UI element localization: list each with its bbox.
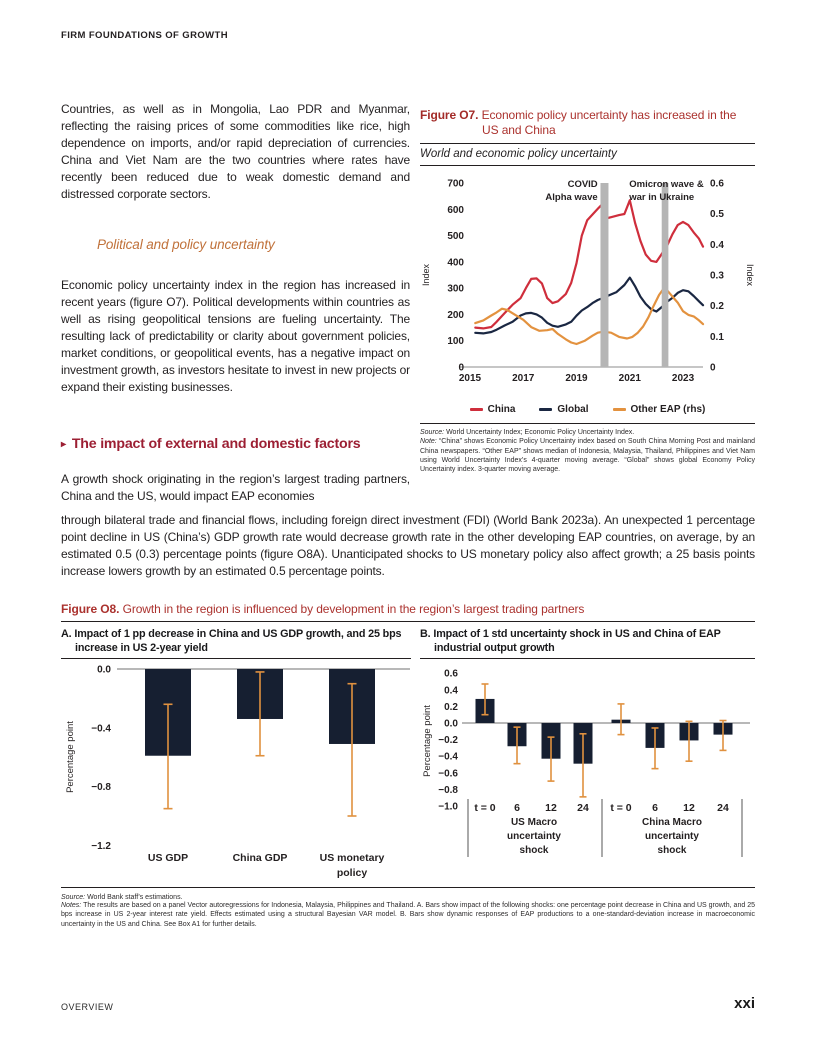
source-text: World Bank staff’s estimations. [87, 894, 183, 901]
svg-text:US Macro: US Macro [510, 817, 558, 828]
figure-o7-title-text: Economic policy uncertainty has increased in the US and China [481, 108, 737, 137]
source-text: World Uncertainty Index; Economic Policy Uncertainty Index. [446, 429, 635, 436]
figure-o8-panel-a-caption: A. Impact of 1 pp decrease in China and US GDP growth, and 25 bps increase in US 2-year yield [61, 628, 402, 654]
svg-text:6: 6 [652, 802, 658, 814]
legend-label: Global [557, 404, 589, 415]
figure-o8-panel-b-caption: B. Impact of 1 std uncertainty shock in US and China of EAP industrial output growth [420, 628, 721, 654]
svg-text:0.5: 0.5 [710, 209, 724, 221]
svg-text:Index: Index [421, 263, 431, 287]
svg-text:uncertainty: uncertainty [645, 831, 699, 842]
svg-text:24: 24 [577, 802, 589, 814]
section-heading [61, 436, 410, 452]
svg-text:300: 300 [447, 283, 464, 295]
svg-text:t = 0: t = 0 [610, 802, 632, 814]
figure-o8-title [61, 602, 755, 616]
legend-line-marker [470, 408, 483, 411]
divider [61, 621, 755, 622]
bar-chart-svg [420, 661, 756, 887]
svg-text:700: 700 [447, 178, 464, 190]
series-other-eap-rhs- [475, 289, 703, 344]
svg-text:China Macro: China Macro [641, 817, 703, 828]
figure-o8-notes [61, 901, 755, 929]
figure-o8-panel-b-chart [420, 661, 756, 892]
svg-text:200: 200 [447, 309, 464, 321]
figure-o7-title [420, 108, 755, 138]
svg-text:0.3: 0.3 [710, 270, 724, 282]
divider [61, 887, 755, 888]
legend-line-marker [539, 408, 552, 411]
divider [420, 165, 755, 166]
bar-chart-svg [61, 661, 411, 887]
svg-text:2017: 2017 [512, 373, 535, 384]
body-paragraph-1: Countries, as well as in Mongolia, Lao PDR and Myanmar, reflecting the raising prices of some commodities like rice, high dependence on imports, and/or rapid depreciation of currencies. China and Viet Nam are the two countries where rates have recently been reduced due to weak domestic demand and distressed corporate sectors. [61, 102, 410, 201]
svg-text:100: 100 [447, 336, 464, 348]
event-band [662, 183, 669, 367]
legend-item-china [470, 404, 516, 415]
figure-o7-source [420, 428, 755, 437]
figure-o7-label: Figure O7. [420, 108, 479, 122]
svg-text:0.6: 0.6 [444, 668, 458, 680]
svg-text:0.2: 0.2 [710, 301, 724, 313]
figure-o8-label: Figure O8. [61, 602, 120, 616]
svg-text:0.0: 0.0 [444, 718, 458, 730]
divider [420, 658, 755, 659]
svg-text:war in Ukraine: war in Ukraine [629, 192, 695, 203]
svg-text:−0.4: −0.4 [91, 723, 111, 735]
svg-text:600: 600 [447, 204, 464, 216]
figure-o7 [420, 108, 755, 474]
svg-text:2021: 2021 [618, 373, 641, 384]
body-paragraph-2: Economic policy uncertainty index in the region has increased in recent years (figure O7). Political developments within countries as well as rising geopolitical tensions are fueling uncertainty. The resulting lack of predictability or clarity about government policies, market conditions, or geopolitical events, has a negative impact on investment growth, as investors hesitate to invest in new projects or expand their existing businesses. [61, 278, 410, 394]
svg-text:US GDP: US GDP [147, 852, 189, 864]
svg-text:China GDP: China GDP [232, 852, 288, 864]
footer-section-label: OVERVIEW [61, 1002, 114, 1012]
svg-text:−0.6: −0.6 [438, 768, 458, 780]
divider [420, 423, 755, 424]
svg-text:Alpha wave: Alpha wave [545, 192, 598, 203]
svg-text:2015: 2015 [458, 373, 482, 384]
svg-text:0.0: 0.0 [97, 664, 111, 676]
divider [420, 143, 755, 144]
svg-text:−0.8: −0.8 [91, 782, 111, 794]
svg-text:shock: shock [657, 845, 687, 856]
divider [61, 658, 411, 659]
svg-text:0.4: 0.4 [444, 685, 458, 697]
legend-label: China [487, 404, 516, 415]
svg-text:shock: shock [519, 845, 549, 856]
subsection-heading: Political and policy uncertainty [97, 237, 275, 252]
svg-text:400: 400 [447, 257, 464, 269]
svg-text:policy: policy [336, 867, 368, 879]
svg-text:−0.8: −0.8 [438, 784, 458, 796]
svg-text:12: 12 [683, 802, 695, 814]
svg-text:2019: 2019 [565, 373, 588, 384]
svg-text:0: 0 [458, 362, 464, 374]
svg-text:COVID: COVID [567, 179, 598, 190]
source-label: Source: [61, 894, 86, 901]
svg-text:Omicron wave &: Omicron wave & [629, 179, 704, 190]
notes-text: The results are based on a panel Vector autoregressions for Indonesia, Malaysia, Philippines and Thailand. A. Bars show impact of the following shocks: one percentage point decrease in China and US growth, and 25 bps increase in US 2-year interest rate yield. Effects estimated using a structural Bayesian VAR model. B. Bars show dynamic responses of EAP productions to a one-standard-deviation increase in macroeconomic uncertainty in the US and China. See Box A1 for further details. [61, 902, 755, 928]
svg-text:0.2: 0.2 [444, 701, 458, 713]
legend-line-marker [613, 408, 626, 411]
svg-text:500: 500 [447, 231, 464, 243]
svg-text:−1.0: −1.0 [438, 801, 458, 813]
series-global [475, 278, 703, 334]
svg-text:Index: Index [745, 263, 755, 287]
svg-text:0.4: 0.4 [710, 239, 724, 251]
note-text: “China” shows Economic Policy Uncertainty index based on South China Morning Post and mainland China newspapers. “Other EAP” shows median of Indonesia, Malaysia, Thailand, Philippines and Viet Nam using World Uncertainty Index’s 4-quarter moving average. “Global” shows global Economy Policy Uncertainty index. 3-quarter moving average. [420, 438, 755, 474]
svg-text:−0.4: −0.4 [438, 751, 458, 763]
line-chart-svg [420, 170, 755, 392]
svg-text:0.6: 0.6 [710, 178, 724, 190]
svg-text:2023: 2023 [671, 373, 695, 384]
svg-text:−0.2: −0.2 [438, 735, 458, 747]
svg-text:Percentage point: Percentage point [422, 705, 433, 777]
svg-text:US monetary: US monetary [319, 852, 385, 864]
svg-text:−1.2: −1.2 [91, 840, 111, 852]
event-band [600, 183, 608, 367]
svg-text:uncertainty: uncertainty [507, 831, 561, 842]
figure-o7-note [420, 437, 755, 474]
svg-text:6: 6 [514, 802, 520, 814]
legend-label: Other EAP (rhs) [630, 404, 706, 415]
figure-o7-legend [420, 402, 755, 417]
source-label: Source: [420, 429, 445, 436]
notes-label: Notes: [61, 902, 82, 909]
page-number: xxi [734, 995, 755, 1012]
svg-text:Percentage point: Percentage point [65, 721, 76, 793]
note-label: Note: [420, 438, 437, 446]
svg-text:24: 24 [717, 802, 729, 814]
svg-text:t = 0: t = 0 [474, 802, 496, 814]
series-china [475, 200, 703, 328]
body-paragraph-3-start: A growth shock originating in the region’s largest trading partners, China and the US, would impact EAP economies [61, 472, 410, 503]
legend-item-other-eap-rhs- [613, 404, 706, 415]
figure-o7-subtitle: World and economic policy uncertainty [420, 148, 617, 160]
svg-text:0.1: 0.1 [710, 331, 724, 343]
svg-text:12: 12 [545, 802, 557, 814]
section-heading-text: The impact of external and domestic factors [71, 436, 361, 452]
figure-o8-title-text: Growth in the region is influenced by development in the region’s largest trading partners [122, 602, 585, 616]
triangle-bullet-icon: ▸ [61, 439, 66, 450]
legend-item-global [539, 404, 588, 415]
figure-o8-panel-a-chart [61, 661, 411, 892]
running-header: FIRM FOUNDATIONS OF GROWTH [61, 30, 228, 41]
svg-text:0: 0 [710, 362, 716, 374]
figure-o7-chart [420, 170, 755, 397]
body-paragraph-3-continued: through bilateral trade and financial flows, including foreign direct investment (FDI) (World Bank 2023a). An unexpected 1 percentage point decline in US (China’s) GDP growth rate would decrease growth rate in the other developing EAP countries, on average, by an estimated 0.5 (0.3) percentage points (figure O8A). Unanticipated shocks to US monetary policy also affect growth; a 25 basis points increase lowers growth by an estimated 0.5 percentage points. [61, 513, 755, 578]
